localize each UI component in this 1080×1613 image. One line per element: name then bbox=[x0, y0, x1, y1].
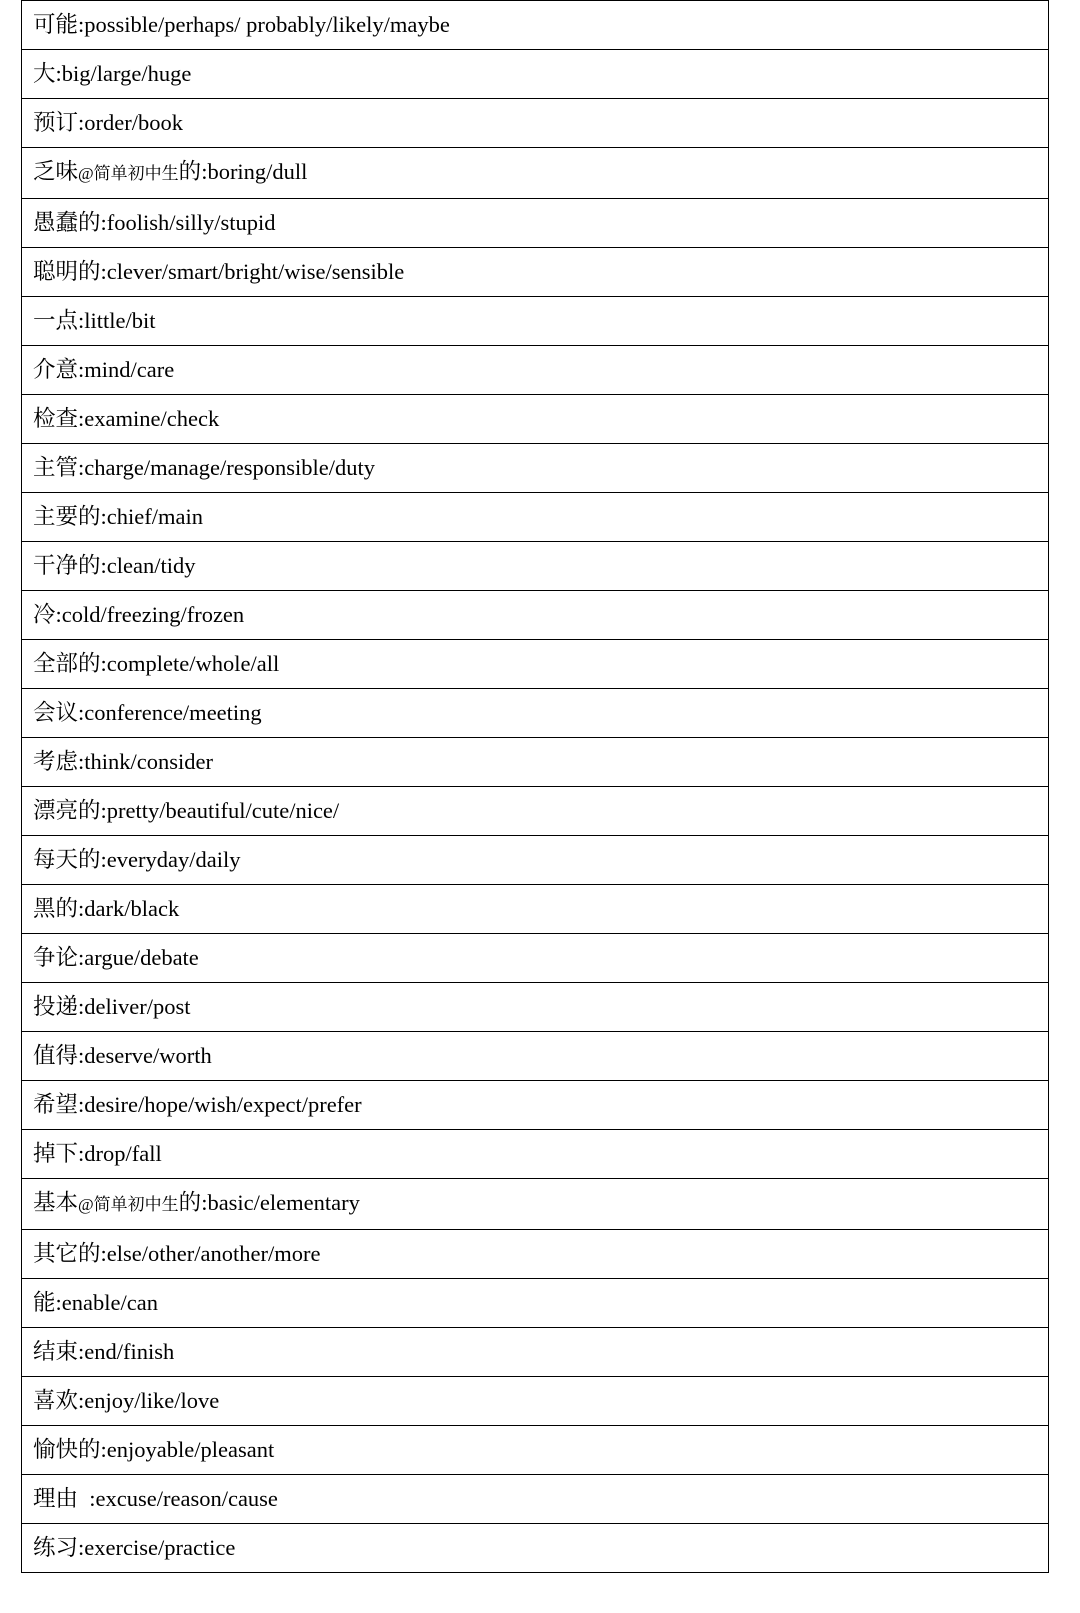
table-row bbox=[22, 199, 1049, 248]
english-synonyms: :boring/dull bbox=[201, 159, 308, 184]
english-synonyms: :think/consider bbox=[78, 749, 213, 774]
chinese-term: 愉快的 bbox=[33, 1437, 101, 1463]
chinese-term: 愚蠢的 bbox=[33, 210, 101, 236]
vocab-entry-cell bbox=[22, 1328, 1049, 1377]
vocab-entry-cell bbox=[22, 983, 1049, 1032]
chinese-term: 介意 bbox=[33, 357, 79, 383]
chinese-term: 投递 bbox=[33, 994, 79, 1020]
vocab-entry-cell bbox=[22, 1426, 1049, 1475]
vocab-entry-cell bbox=[22, 1475, 1049, 1524]
vocab-entry-cell bbox=[22, 689, 1049, 738]
chinese-term: 检查 bbox=[33, 406, 79, 432]
table-row bbox=[22, 50, 1049, 99]
vocabulary-table bbox=[21, 0, 1049, 1573]
vocab-entry-cell bbox=[22, 1179, 1049, 1230]
chinese-term: 预订 bbox=[33, 110, 79, 136]
vocab-entry-cell bbox=[22, 591, 1049, 640]
english-synonyms: :enable/can bbox=[55, 1290, 158, 1315]
chinese-term: 考虑 bbox=[33, 749, 79, 775]
chinese-term: 干净的 bbox=[33, 553, 101, 579]
table-row bbox=[22, 542, 1049, 591]
chinese-term: 黑的 bbox=[33, 896, 79, 922]
chinese-term: 主要的 bbox=[33, 504, 101, 530]
english-synonyms: :order/book bbox=[78, 110, 183, 135]
english-synonyms: :deserve/worth bbox=[78, 1043, 212, 1068]
table-row bbox=[22, 1081, 1049, 1130]
table-row bbox=[22, 493, 1049, 542]
english-synonyms: :excuse/reason/cause bbox=[78, 1486, 278, 1511]
table-row bbox=[22, 1279, 1049, 1328]
english-synonyms: :cold/freezing/frozen bbox=[55, 602, 245, 627]
table-row bbox=[22, 640, 1049, 689]
chinese-term: 其它的 bbox=[33, 1241, 101, 1267]
english-synonyms: :drop/fall bbox=[78, 1141, 162, 1166]
vocab-entry-cell bbox=[22, 640, 1049, 689]
vocab-entry-cell bbox=[22, 199, 1049, 248]
vocab-entry-cell bbox=[22, 248, 1049, 297]
table-row bbox=[22, 346, 1049, 395]
english-synonyms: :little/bit bbox=[78, 308, 156, 333]
english-synonyms: :possible/perhaps/ probably/likely/maybe bbox=[78, 12, 450, 37]
vocab-entry-cell bbox=[22, 148, 1049, 199]
vocab-entry-cell bbox=[22, 493, 1049, 542]
english-synonyms: :enjoy/like/love bbox=[78, 1388, 220, 1413]
chinese-term: 乏味 bbox=[33, 159, 79, 185]
chinese-term: 能 bbox=[33, 1290, 56, 1316]
chinese-term: 值得 bbox=[33, 1043, 79, 1069]
chinese-term: 理由 bbox=[33, 1486, 79, 1512]
english-synonyms: :basic/elementary bbox=[201, 1190, 360, 1215]
english-synonyms: :mind/care bbox=[78, 357, 175, 382]
table-row bbox=[22, 1426, 1049, 1475]
watermark-text: 简单初中生 bbox=[93, 1195, 179, 1215]
table-row bbox=[22, 689, 1049, 738]
chinese-term: 练习 bbox=[33, 1535, 79, 1561]
vocab-entry-cell bbox=[22, 395, 1049, 444]
table-row bbox=[22, 395, 1049, 444]
table-row bbox=[22, 983, 1049, 1032]
vocab-entry-cell bbox=[22, 787, 1049, 836]
vocab-entry-cell bbox=[22, 934, 1049, 983]
vocabulary-table-body bbox=[22, 1, 1049, 1573]
table-row bbox=[22, 148, 1049, 199]
chinese-term: 冷 bbox=[33, 602, 56, 628]
chinese-term: 漂亮的 bbox=[33, 798, 101, 824]
vocab-entry-cell bbox=[22, 1130, 1049, 1179]
vocab-entry-cell bbox=[22, 1081, 1049, 1130]
chinese-term: 喜欢 bbox=[33, 1388, 79, 1414]
english-synonyms: :big/large/huge bbox=[55, 61, 192, 86]
english-synonyms: :everyday/daily bbox=[100, 847, 241, 872]
table-row bbox=[22, 1, 1049, 50]
watermark-symbol: @ bbox=[78, 1195, 94, 1214]
vocab-entry-cell bbox=[22, 297, 1049, 346]
table-row bbox=[22, 1377, 1049, 1426]
vocab-entry-cell bbox=[22, 99, 1049, 148]
table-row bbox=[22, 1179, 1049, 1230]
chinese-term: 大 bbox=[33, 61, 56, 87]
vocab-entry-cell bbox=[22, 836, 1049, 885]
english-synonyms: :clean/tidy bbox=[100, 553, 196, 578]
chinese-term: 基本 bbox=[33, 1190, 79, 1216]
table-row bbox=[22, 248, 1049, 297]
vocab-entry-cell bbox=[22, 542, 1049, 591]
english-synonyms: :foolish/silly/stupid bbox=[100, 210, 276, 235]
chinese-term: 希望 bbox=[33, 1092, 79, 1118]
table-row bbox=[22, 1328, 1049, 1377]
chinese-term: 的 bbox=[178, 1190, 202, 1216]
chinese-term: 全部的 bbox=[33, 651, 101, 677]
chinese-term: 会议 bbox=[33, 700, 79, 726]
chinese-term: 的 bbox=[178, 159, 202, 185]
vocab-entry-cell bbox=[22, 1377, 1049, 1426]
english-synonyms: :chief/main bbox=[100, 504, 203, 529]
english-synonyms: :exercise/practice bbox=[78, 1535, 236, 1560]
english-synonyms: :pretty/beautiful/cute/nice/ bbox=[100, 798, 340, 823]
table-row bbox=[22, 1524, 1049, 1573]
english-synonyms: :conference/meeting bbox=[78, 700, 262, 725]
table-row bbox=[22, 934, 1049, 983]
chinese-term: 主管 bbox=[33, 455, 79, 481]
english-synonyms: :examine/check bbox=[78, 406, 220, 431]
english-synonyms: :dark/black bbox=[78, 896, 180, 921]
vocab-entry-cell bbox=[22, 1, 1049, 50]
english-synonyms: :else/other/another/more bbox=[100, 1241, 321, 1266]
english-synonyms: :argue/debate bbox=[78, 945, 199, 970]
watermark-symbol: @ bbox=[78, 164, 94, 183]
english-synonyms: :deliver/post bbox=[78, 994, 191, 1019]
english-synonyms: :end/finish bbox=[78, 1339, 175, 1364]
vocab-entry-cell bbox=[22, 346, 1049, 395]
table-row bbox=[22, 1130, 1049, 1179]
vocab-entry-cell bbox=[22, 738, 1049, 787]
table-row bbox=[22, 444, 1049, 493]
english-synonyms: :desire/hope/wish/expect/prefer bbox=[78, 1092, 362, 1117]
table-row bbox=[22, 787, 1049, 836]
table-row bbox=[22, 1475, 1049, 1524]
table-row bbox=[22, 738, 1049, 787]
english-synonyms: :charge/manage/responsible/duty bbox=[78, 455, 376, 480]
english-synonyms: :enjoyable/pleasant bbox=[100, 1437, 275, 1462]
table-row bbox=[22, 1230, 1049, 1279]
chinese-term: 聪明的 bbox=[33, 259, 101, 285]
chinese-term: 争论 bbox=[33, 945, 79, 971]
english-synonyms: :complete/whole/all bbox=[100, 651, 280, 676]
english-synonyms: :clever/smart/bright/wise/sensible bbox=[100, 259, 405, 284]
chinese-term: 一点 bbox=[33, 308, 79, 334]
chinese-term: 掉下 bbox=[33, 1141, 79, 1167]
watermark-text: 简单初中生 bbox=[93, 164, 179, 184]
vocab-entry-cell bbox=[22, 1032, 1049, 1081]
chinese-term: 可能 bbox=[33, 12, 79, 38]
vocab-entry-cell bbox=[22, 885, 1049, 934]
table-row bbox=[22, 1032, 1049, 1081]
table-row bbox=[22, 99, 1049, 148]
vocab-entry-cell bbox=[22, 1279, 1049, 1328]
chinese-term: 每天的 bbox=[33, 847, 101, 873]
table-row bbox=[22, 885, 1049, 934]
vocab-entry-cell bbox=[22, 50, 1049, 99]
vocab-entry-cell bbox=[22, 1524, 1049, 1573]
vocab-entry-cell bbox=[22, 444, 1049, 493]
table-row bbox=[22, 591, 1049, 640]
table-row bbox=[22, 836, 1049, 885]
chinese-term: 结束 bbox=[33, 1339, 79, 1365]
vocab-entry-cell bbox=[22, 1230, 1049, 1279]
table-row bbox=[22, 297, 1049, 346]
